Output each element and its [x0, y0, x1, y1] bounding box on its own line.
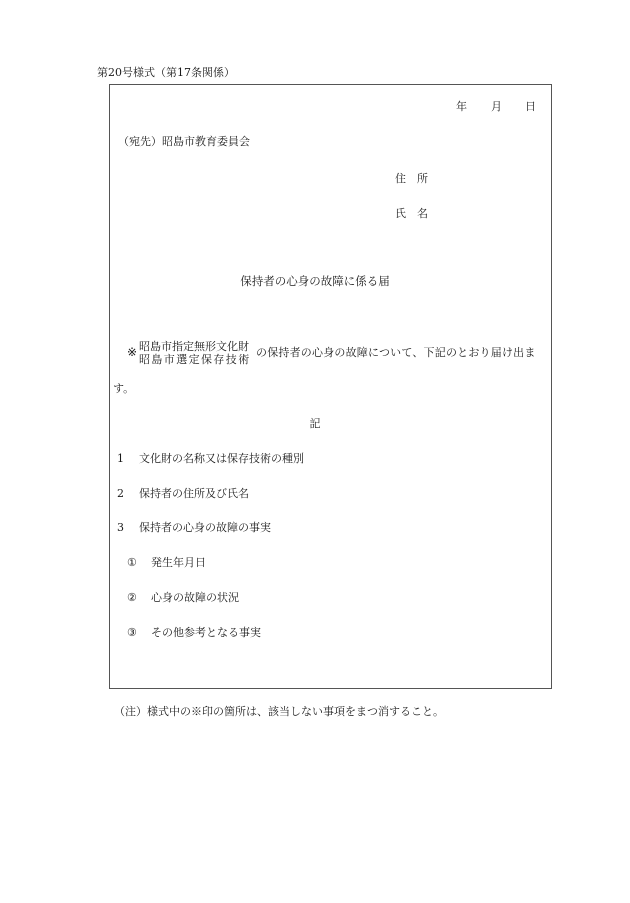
name-label: 氏 名	[395, 207, 428, 220]
date-year: 年	[456, 100, 467, 113]
item-text: 保持者の住所及び氏名	[139, 487, 249, 500]
document-title: 保持者の心身の故障に係る届	[240, 274, 390, 288]
ki-heading: 記	[309, 417, 321, 430]
item-text: 保持者の心身の故障の事実	[139, 521, 271, 534]
item-text: 文化財の名称又は保存技術の種別	[139, 452, 304, 465]
designation-options	[139, 340, 251, 366]
item-number: 3	[117, 521, 124, 534]
sub-item-text: 発生年月日	[151, 556, 206, 569]
sub-item-text: その他参考となる事実	[151, 626, 261, 639]
form-number-label: 第20号様式（第17条関係）	[97, 66, 235, 79]
sub-item-number: ③	[127, 626, 137, 639]
option-selected-preservation-technique: 昭島市選定保存技術	[139, 353, 251, 366]
address-label: 住 所	[395, 172, 428, 185]
item-number: 2	[117, 487, 124, 500]
body-continuation: す。	[113, 382, 135, 395]
sub-item-text: 心身の故障の状況	[151, 591, 239, 604]
sub-item-number: ②	[127, 591, 137, 604]
item-number: 1	[117, 452, 124, 465]
footnote: （注）様式中の※印の箇所は、該当しない事項をまつ消すること。	[114, 705, 444, 718]
option-designated-cultural-property: 昭島市指定無形文化財	[139, 340, 249, 353]
addressee: （宛先）昭島市教育委員会	[118, 135, 250, 148]
date-day: 日	[525, 100, 536, 113]
sub-item-number: ①	[127, 556, 137, 569]
asterisk-mark: ※	[127, 345, 138, 359]
body-text: の保持者の心身の故障について、下記のとおり届け出ま	[256, 346, 536, 359]
date-month: 月	[491, 100, 502, 113]
